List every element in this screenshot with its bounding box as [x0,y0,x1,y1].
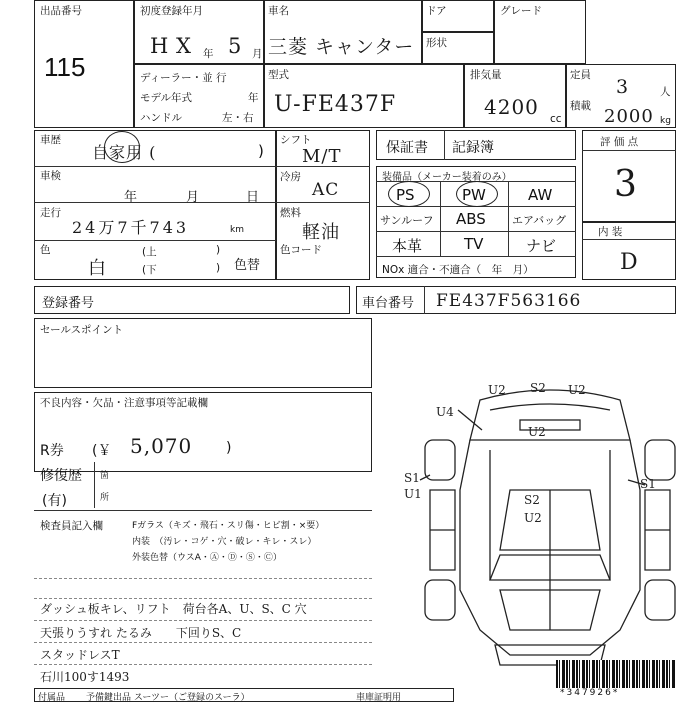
cooling-label: 冷房 [280,171,301,183]
equip-abs: ABS [456,210,486,228]
sales-point-label: セールスポイント [40,324,124,336]
inspection-day: 日 [246,190,260,205]
inspection-label: 車検 [40,170,61,182]
car-name-value: 三菱 キャンター [268,36,415,58]
recycle-label: R券 [40,443,64,459]
cooling-value: AC [312,180,340,200]
color-upper-close: ) [216,244,221,256]
equip-pw-circle [456,181,498,207]
color-value: 白 [88,258,107,279]
inspector-label: 検査員記入欄 [40,520,103,532]
first-reg-month: 5 [228,34,243,58]
shift-value: M/T [302,146,342,167]
color-upper: (上 [142,246,157,258]
chassis-value: FE437F563166 [436,291,582,311]
body-type-label: 形状 [426,37,447,49]
repair-side-bottom: 所 [100,493,110,503]
lot-label: 出品番号 [40,5,82,17]
equip-nox: NOx 適合・不適合（ 年 月） [382,264,534,276]
mark-rear-right: U2 [568,383,586,397]
equipment-header: 装備品（メーカー装着のみ） [382,172,512,183]
first-reg-year-unit: 年 [203,48,214,60]
door-label: ドア [426,5,447,17]
mark-center-s2: S2 [524,493,540,507]
displacement-value: 4200 [484,95,539,119]
shift-label: シフト [280,134,312,146]
footer-mid: 予備鍵出品 スーツー（ご登録のスーラ） [86,693,250,703]
warranty-label: 保証書 [386,140,428,156]
handle-options: 左・右 [222,112,254,124]
inspector-line2: 内装 （汚レ・コゲ・穴・破レ・キレ・スレ） [132,537,317,547]
color-change: 色替 [234,258,261,273]
fuel-label: 燃料 [280,207,301,219]
mark-center-u2: U2 [524,511,542,525]
history-circle [104,131,140,163]
mark-left-u1: U1 [404,487,422,501]
load-value: 2000 [604,106,654,127]
equip-ps-circle [388,181,430,207]
model-year-label: モデル年式 [140,92,192,104]
first-reg-month-unit: 月 [252,48,263,60]
capacity-value: 3 [616,76,630,98]
barcode [556,660,676,688]
note-line-2: 天張りうすれ たるみ 下回りS、C [40,626,242,640]
mileage-unit: km [230,225,244,235]
grade-score-label: 評 価 点 [600,136,639,148]
barcode-text: *347926* [560,688,620,698]
history-close: ) [258,142,264,160]
capacity-label: 定員 [570,69,591,81]
color-lower-close: ) [216,262,221,274]
history-value: 自家用 ( [92,143,157,162]
repair-side-top: 箇 [100,471,110,481]
equip-navi: ナビ [526,237,557,255]
mark-left-s1: S1 [404,471,420,485]
first-reg-year: X [176,34,192,58]
mark-right-s1: S1 [640,477,656,491]
equip-pw: PW [462,186,486,204]
note-line-1: ダッシュ板キレ、リフト 荷台各A、U、S、C 穴 [40,602,307,616]
footer-left: 付属品 [38,693,66,703]
history-label: 車歴 [40,134,61,146]
vehicle-diagram [400,380,700,680]
first-reg-era: H [150,34,170,58]
displacement-unit: cc [550,113,562,125]
lot-number: 115 [44,52,86,82]
fuel-value: 軽油 [302,222,340,243]
repair-label: 修復歴 [40,468,82,484]
repair-value: (有) [42,493,67,509]
car-name-label: 車名 [268,5,289,17]
mileage-value: 24万7千743 [72,218,190,237]
mark-rear-left: U2 [488,383,506,397]
defects-label: 不良内容・欠品・注意事項等記載欄 [40,397,208,409]
mark-rear-center: S2 [530,381,546,395]
capacity-unit: 人 [660,86,671,98]
inspector-line1: Fガラス（キズ・飛石・スリ傷・ヒビ割・×要） [132,521,325,531]
first-reg-label: 初度登録年月 [140,5,203,17]
footer-right: 車庫証明用 [356,693,402,703]
handle-label: ハンドル [140,112,182,124]
grade-score-value: 3 [614,164,638,205]
grade-label: グレード [500,5,542,17]
inspector-line3: 外装色替（ウスA・Ⓐ・Ⓓ・Ⓢ・Ⓒ） [132,553,282,563]
equip-ps: PS [396,186,415,204]
mark-rear-corner: U4 [436,405,454,419]
model-value: U-FE437F [274,92,397,117]
model-year-unit: 年 [248,92,259,104]
load-label: 積載 [570,100,591,112]
mark-rear-panel: U2 [528,425,546,439]
registration-label: 登録番号 [42,296,95,311]
inspection-month: 月 [186,190,200,205]
equip-sunroof: サンルーフ [380,214,434,227]
equip-leather: 本革 [392,237,423,255]
model-label: 型式 [268,69,289,81]
interior-label: 内 装 [598,226,623,238]
equip-tv: TV [464,235,484,253]
inspection-year: 年 [124,190,138,205]
equip-airbag: エアバッグ [512,214,567,227]
note-line-4: 石川100す1493 [40,670,130,684]
color-code-label: 色コード [280,244,322,256]
recycle-close: ) [226,440,232,456]
color-label: 色 [40,244,51,256]
color-lower: (下 [142,264,157,276]
displacement-label: 排気量 [470,69,502,81]
mileage-label: 走行 [40,207,61,219]
interior-value: D [620,250,639,275]
recycle-value: 5,070 [130,434,193,458]
note-line-3: スタッドレスT [40,648,120,662]
recycle-currency: (￥ [92,443,112,459]
record-label: 記録簿 [452,140,494,156]
chassis-label: 車台番号 [362,296,415,311]
equip-aw: AW [528,186,553,204]
dealer-label: ディーラー・並 行 [140,72,227,84]
load-unit: kg [660,116,671,126]
